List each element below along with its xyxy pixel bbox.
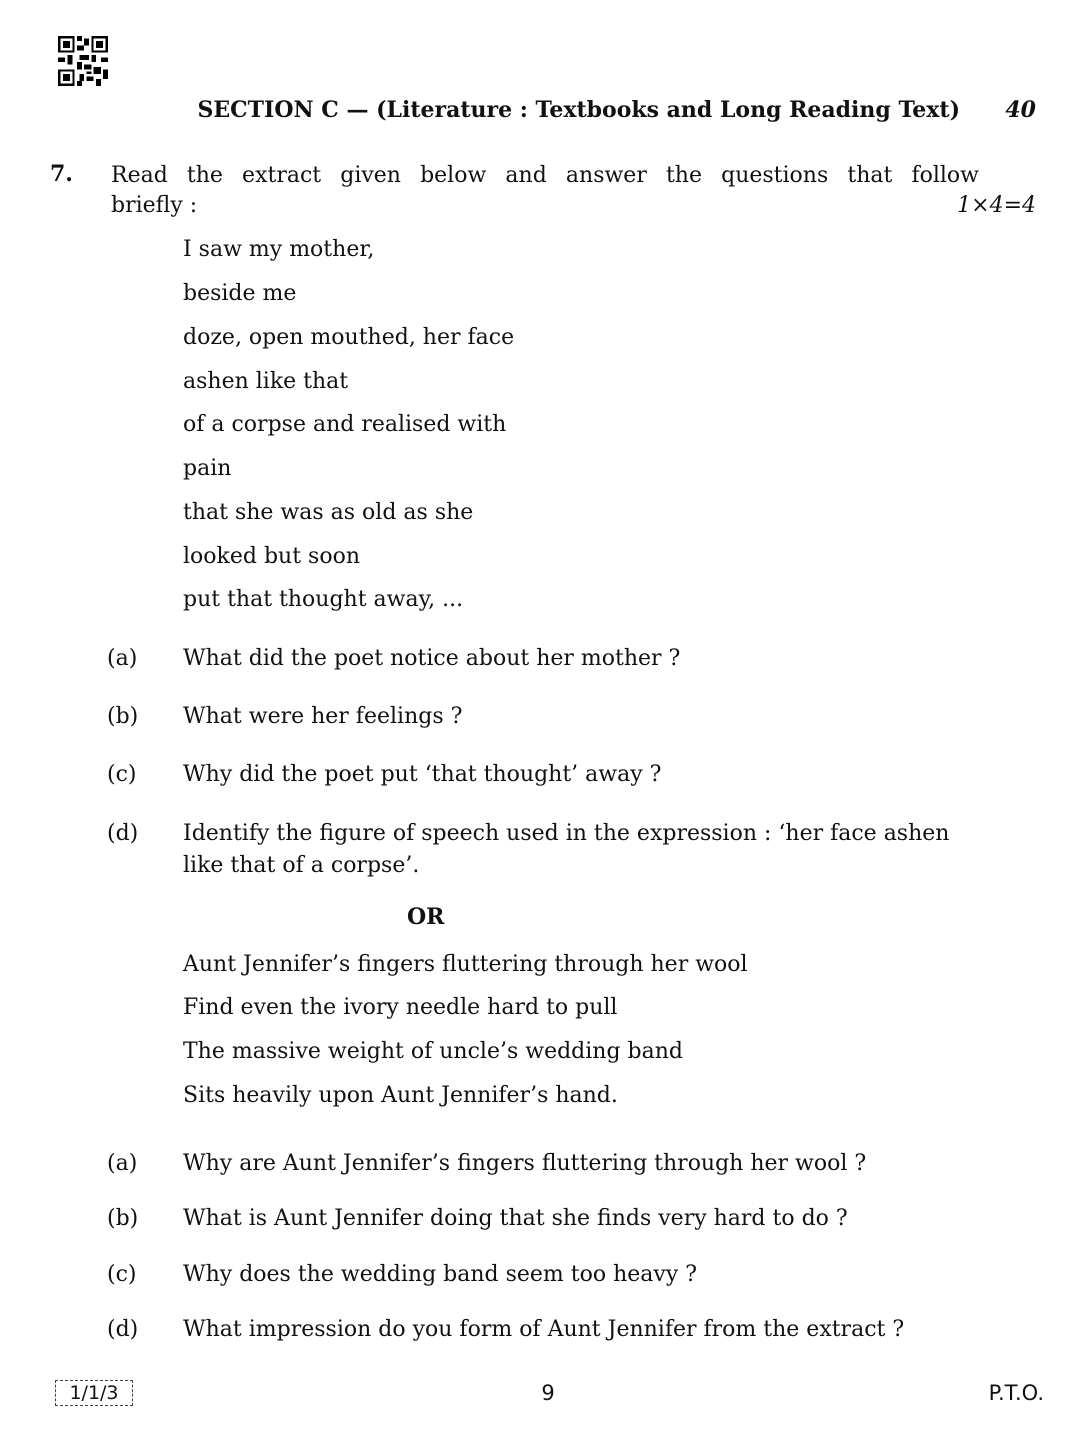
extract2-line: Aunt Jennifer’s fingers fluttering through her wool: [183, 952, 748, 977]
subquestion-label: (a): [107, 1151, 138, 1176]
extract1-line: beside me: [183, 281, 297, 306]
extract1-line: put that thought away, ...: [183, 587, 464, 612]
qr-code-icon: [57, 36, 109, 86]
extract1-line: pain: [183, 456, 232, 481]
paper-code-box: 1/1/3: [55, 1380, 133, 1406]
extract2-line: The massive weight of uncle’s wedding band: [183, 1039, 683, 1064]
extract1-line: of a corpse and realised with: [183, 412, 507, 437]
question-marks: 1×4=4: [957, 193, 1036, 218]
pto-label: P.T.O.: [988, 1381, 1044, 1405]
extract1-line: looked but soon: [183, 544, 360, 569]
subquestion-text: What did the poet notice about her mother ?: [183, 646, 681, 671]
page-number: 9: [541, 1381, 555, 1405]
question-instruction-continued: briefly :: [111, 193, 198, 218]
subquestion-text: Why does the wedding band seem too heavy ?: [183, 1262, 698, 1287]
section-title: SECTION C — (Literature : Textbooks and Long Reading Text): [197, 97, 960, 123]
extract1-line: that she was as old as she: [183, 500, 474, 525]
subquestion-label: (b): [107, 1206, 139, 1231]
extract1-line: doze, open mouthed, her face: [183, 325, 515, 350]
subquestion-text: Why are Aunt Jennifer’s fingers fluttering through her wool ?: [183, 1151, 867, 1176]
extract2-line: Sits heavily upon Aunt Jennifer’s hand.: [183, 1083, 618, 1108]
subquestion-label: (c): [107, 762, 137, 787]
extract2-line: Find even the ivory needle hard to pull: [183, 995, 618, 1020]
extract1-line: ashen like that: [183, 369, 349, 394]
subquestion-text: What is Aunt Jennifer doing that she finds very hard to do ?: [183, 1206, 848, 1231]
question-number: 7.: [50, 161, 73, 187]
subquestion-text: What were her feelings ?: [183, 704, 463, 729]
subquestion-label: (d): [107, 821, 139, 846]
subquestion-label: (d): [107, 1317, 139, 1342]
question-instruction: Read the extract given below and answer the questions that follow: [111, 163, 979, 188]
section-marks: 40: [1005, 97, 1036, 123]
subquestion-label: (c): [107, 1262, 137, 1287]
or-separator: OR: [407, 904, 445, 930]
extract1-line: I saw my mother,: [183, 237, 375, 262]
subquestion-text: Why did the poet put ‘that thought’ away ?: [183, 762, 662, 787]
subquestion-text: What impression do you form of Aunt Jennifer from the extract ?: [183, 1317, 905, 1342]
subquestion-label: (b): [107, 704, 139, 729]
subquestion-label: (a): [107, 646, 138, 671]
subquestion-text: Identify the figure of speech used in the expression : ‘her face ashen like that of a corpse’.: [183, 821, 950, 878]
